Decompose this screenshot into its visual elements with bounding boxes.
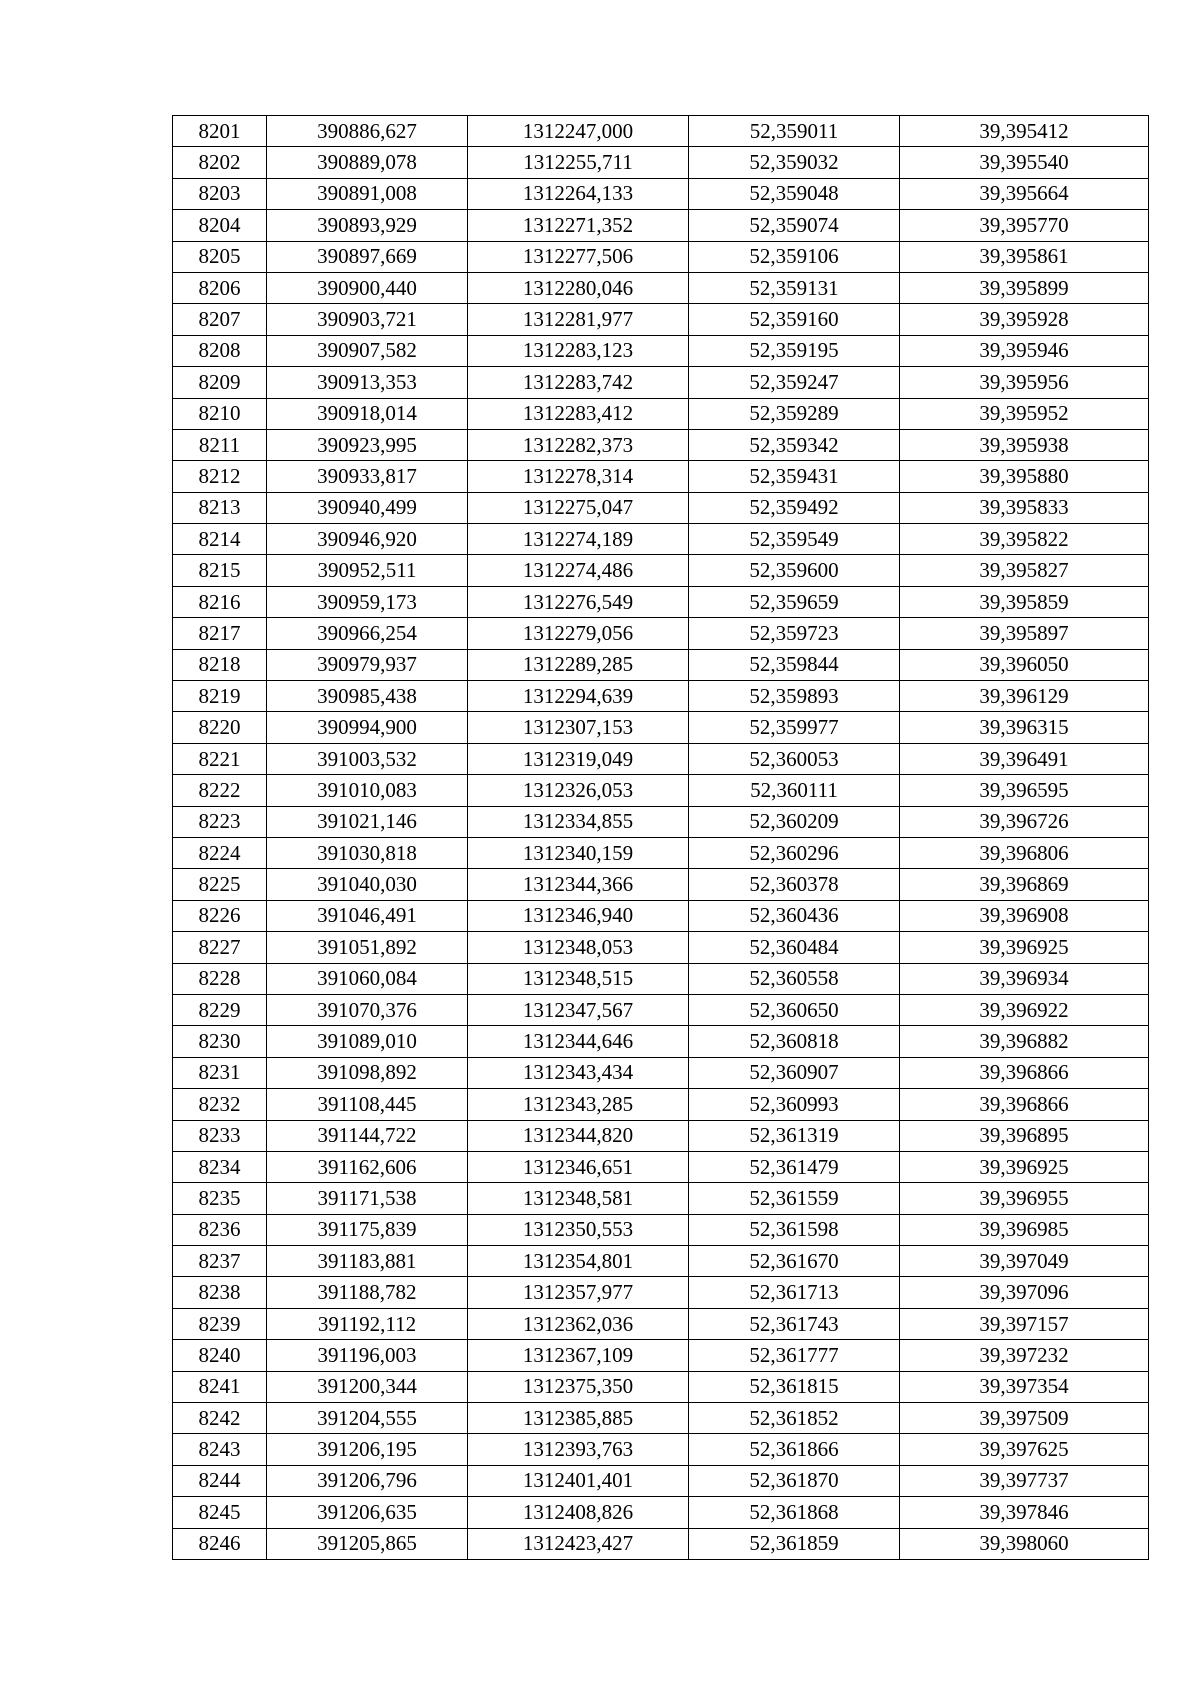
y-coordinate-cell: 1312283,742 (468, 367, 689, 398)
table-row (173, 1340, 1149, 1371)
table-row (173, 1434, 1149, 1465)
point-number-cell: 8212 (173, 461, 267, 492)
table-row (173, 869, 1149, 900)
longitude-cell: 39,395956 (900, 367, 1149, 398)
point-number-cell: 8223 (173, 806, 267, 837)
point-number-cell: 8241 (173, 1371, 267, 1402)
table-row (173, 1308, 1149, 1339)
longitude-cell: 39,395412 (900, 116, 1149, 147)
point-number-cell: 8213 (173, 492, 267, 523)
point-number-cell: 8242 (173, 1403, 267, 1434)
y-coordinate-cell: 1312346,940 (468, 900, 689, 931)
table-row (173, 1403, 1149, 1434)
latitude-cell: 52,360378 (689, 869, 900, 900)
x-coordinate-cell: 391040,030 (267, 869, 468, 900)
latitude-cell: 52,359160 (689, 304, 900, 335)
x-coordinate-cell: 390889,078 (267, 147, 468, 178)
latitude-cell: 52,359106 (689, 241, 900, 272)
latitude-cell: 52,361598 (689, 1214, 900, 1245)
x-coordinate-cell: 390959,173 (267, 586, 468, 617)
y-coordinate-cell: 1312274,486 (468, 555, 689, 586)
point-number-cell: 8202 (173, 147, 267, 178)
x-coordinate-cell: 390946,920 (267, 524, 468, 555)
y-coordinate-cell: 1312344,820 (468, 1120, 689, 1151)
y-coordinate-cell: 1312271,352 (468, 210, 689, 241)
longitude-cell: 39,396934 (900, 963, 1149, 994)
y-coordinate-cell: 1312275,047 (468, 492, 689, 523)
y-coordinate-cell: 1312348,053 (468, 932, 689, 963)
x-coordinate-cell: 390933,817 (267, 461, 468, 492)
x-coordinate-cell: 390907,582 (267, 335, 468, 366)
point-number-cell: 8204 (173, 210, 267, 241)
table-row (173, 116, 1149, 147)
x-coordinate-cell: 391206,796 (267, 1465, 468, 1496)
y-coordinate-cell: 1312348,581 (468, 1183, 689, 1214)
y-coordinate-cell: 1312247,000 (468, 116, 689, 147)
longitude-cell: 39,396315 (900, 712, 1149, 743)
x-coordinate-cell: 391046,491 (267, 900, 468, 931)
point-number-cell: 8218 (173, 649, 267, 680)
x-coordinate-cell: 390891,008 (267, 178, 468, 209)
table-row (173, 712, 1149, 743)
table-row (173, 618, 1149, 649)
y-coordinate-cell: 1312343,434 (468, 1057, 689, 1088)
x-coordinate-cell: 391171,538 (267, 1183, 468, 1214)
latitude-cell: 52,361777 (689, 1340, 900, 1371)
longitude-cell: 39,397354 (900, 1371, 1149, 1402)
coordinates-table-body (173, 116, 1149, 1560)
x-coordinate-cell: 390913,353 (267, 367, 468, 398)
longitude-cell: 39,397049 (900, 1246, 1149, 1277)
table-row (173, 178, 1149, 209)
y-coordinate-cell: 1312348,515 (468, 963, 689, 994)
point-number-cell: 8235 (173, 1183, 267, 1214)
latitude-cell: 52,360484 (689, 932, 900, 963)
longitude-cell: 39,396050 (900, 649, 1149, 680)
point-number-cell: 8220 (173, 712, 267, 743)
x-coordinate-cell: 390940,499 (267, 492, 468, 523)
y-coordinate-cell: 1312393,763 (468, 1434, 689, 1465)
point-number-cell: 8238 (173, 1277, 267, 1308)
point-number-cell: 8227 (173, 932, 267, 963)
point-number-cell: 8201 (173, 116, 267, 147)
longitude-cell: 39,395897 (900, 618, 1149, 649)
latitude-cell: 52,361859 (689, 1528, 900, 1559)
x-coordinate-cell: 391206,195 (267, 1434, 468, 1465)
longitude-cell: 39,397232 (900, 1340, 1149, 1371)
point-number-cell: 8243 (173, 1434, 267, 1465)
latitude-cell: 52,360436 (689, 900, 900, 931)
x-coordinate-cell: 391003,532 (267, 743, 468, 774)
x-coordinate-cell: 390900,440 (267, 272, 468, 303)
point-number-cell: 8214 (173, 524, 267, 555)
longitude-cell: 39,396922 (900, 994, 1149, 1025)
y-coordinate-cell: 1312334,855 (468, 806, 689, 837)
latitude-cell: 52,361815 (689, 1371, 900, 1402)
longitude-cell: 39,395880 (900, 461, 1149, 492)
longitude-cell: 39,395952 (900, 398, 1149, 429)
x-coordinate-cell: 391162,606 (267, 1151, 468, 1182)
y-coordinate-cell: 1312294,639 (468, 681, 689, 712)
longitude-cell: 39,395540 (900, 147, 1149, 178)
point-number-cell: 8226 (173, 900, 267, 931)
x-coordinate-cell: 390923,995 (267, 429, 468, 460)
x-coordinate-cell: 391175,839 (267, 1214, 468, 1245)
table-row (173, 1214, 1149, 1245)
table-row (173, 963, 1149, 994)
point-number-cell: 8210 (173, 398, 267, 429)
x-coordinate-cell: 391098,892 (267, 1057, 468, 1088)
y-coordinate-cell: 1312423,427 (468, 1528, 689, 1559)
y-coordinate-cell: 1312354,801 (468, 1246, 689, 1277)
point-number-cell: 8246 (173, 1528, 267, 1559)
latitude-cell: 52,360993 (689, 1089, 900, 1120)
x-coordinate-cell: 391060,084 (267, 963, 468, 994)
y-coordinate-cell: 1312326,053 (468, 775, 689, 806)
table-row (173, 681, 1149, 712)
latitude-cell: 52,359289 (689, 398, 900, 429)
latitude-cell: 52,359977 (689, 712, 900, 743)
point-number-cell: 8230 (173, 1026, 267, 1057)
x-coordinate-cell: 390985,438 (267, 681, 468, 712)
x-coordinate-cell: 390886,627 (267, 116, 468, 147)
latitude-cell: 52,359893 (689, 681, 900, 712)
point-number-cell: 8244 (173, 1465, 267, 1496)
latitude-cell: 52,359011 (689, 116, 900, 147)
latitude-cell: 52,361743 (689, 1308, 900, 1339)
latitude-cell: 52,360907 (689, 1057, 900, 1088)
table-row (173, 524, 1149, 555)
latitude-cell: 52,359195 (689, 335, 900, 366)
table-row (173, 398, 1149, 429)
point-number-cell: 8217 (173, 618, 267, 649)
y-coordinate-cell: 1312278,314 (468, 461, 689, 492)
longitude-cell: 39,395899 (900, 272, 1149, 303)
table-row (173, 775, 1149, 806)
latitude-cell: 52,359431 (689, 461, 900, 492)
longitude-cell: 39,395859 (900, 586, 1149, 617)
y-coordinate-cell: 1312340,159 (468, 837, 689, 868)
latitude-cell: 52,361866 (689, 1434, 900, 1465)
table-row (173, 932, 1149, 963)
table-row (173, 1151, 1149, 1182)
y-coordinate-cell: 1312282,373 (468, 429, 689, 460)
longitude-cell: 39,396491 (900, 743, 1149, 774)
table-row (173, 900, 1149, 931)
longitude-cell: 39,396866 (900, 1057, 1149, 1088)
longitude-cell: 39,396726 (900, 806, 1149, 837)
x-coordinate-cell: 391051,892 (267, 932, 468, 963)
longitude-cell: 39,395861 (900, 241, 1149, 272)
table-row (173, 429, 1149, 460)
y-coordinate-cell: 1312279,056 (468, 618, 689, 649)
table-row (173, 147, 1149, 178)
latitude-cell: 52,360209 (689, 806, 900, 837)
x-coordinate-cell: 390893,929 (267, 210, 468, 241)
latitude-cell: 52,360818 (689, 1026, 900, 1057)
x-coordinate-cell: 390966,254 (267, 618, 468, 649)
x-coordinate-cell: 391089,010 (267, 1026, 468, 1057)
longitude-cell: 39,397157 (900, 1308, 1149, 1339)
latitude-cell: 52,359131 (689, 272, 900, 303)
y-coordinate-cell: 1312357,977 (468, 1277, 689, 1308)
y-coordinate-cell: 1312289,285 (468, 649, 689, 680)
y-coordinate-cell: 1312281,977 (468, 304, 689, 335)
table-row (173, 1371, 1149, 1402)
latitude-cell: 52,359074 (689, 210, 900, 241)
longitude-cell: 39,395928 (900, 304, 1149, 335)
point-number-cell: 8234 (173, 1151, 267, 1182)
longitude-cell: 39,397509 (900, 1403, 1149, 1434)
latitude-cell: 52,361852 (689, 1403, 900, 1434)
x-coordinate-cell: 391183,881 (267, 1246, 468, 1277)
x-coordinate-cell: 391188,782 (267, 1277, 468, 1308)
x-coordinate-cell: 391200,344 (267, 1371, 468, 1402)
x-coordinate-cell: 390979,937 (267, 649, 468, 680)
latitude-cell: 52,360558 (689, 963, 900, 994)
latitude-cell: 52,359659 (689, 586, 900, 617)
x-coordinate-cell: 391204,555 (267, 1403, 468, 1434)
x-coordinate-cell: 391144,722 (267, 1120, 468, 1151)
table-row (173, 1497, 1149, 1528)
table-row (173, 1183, 1149, 1214)
table-row (173, 304, 1149, 335)
longitude-cell: 39,396129 (900, 681, 1149, 712)
latitude-cell: 52,360650 (689, 994, 900, 1025)
x-coordinate-cell: 391010,083 (267, 775, 468, 806)
longitude-cell: 39,395827 (900, 555, 1149, 586)
longitude-cell: 39,395938 (900, 429, 1149, 460)
longitude-cell: 39,395946 (900, 335, 1149, 366)
table-row (173, 1277, 1149, 1308)
point-number-cell: 8205 (173, 241, 267, 272)
y-coordinate-cell: 1312283,123 (468, 335, 689, 366)
y-coordinate-cell: 1312280,046 (468, 272, 689, 303)
point-number-cell: 8211 (173, 429, 267, 460)
longitude-cell: 39,396895 (900, 1120, 1149, 1151)
y-coordinate-cell: 1312276,549 (468, 586, 689, 617)
table-row (173, 1057, 1149, 1088)
y-coordinate-cell: 1312274,189 (468, 524, 689, 555)
coordinates-table (172, 115, 1149, 1560)
point-number-cell: 8231 (173, 1057, 267, 1088)
x-coordinate-cell: 391021,146 (267, 806, 468, 837)
longitude-cell: 39,396869 (900, 869, 1149, 900)
longitude-cell: 39,396806 (900, 837, 1149, 868)
x-coordinate-cell: 391030,818 (267, 837, 468, 868)
latitude-cell: 52,361870 (689, 1465, 900, 1496)
longitude-cell: 39,396925 (900, 1151, 1149, 1182)
point-number-cell: 8209 (173, 367, 267, 398)
point-number-cell: 8233 (173, 1120, 267, 1151)
table-row (173, 1089, 1149, 1120)
table-row (173, 241, 1149, 272)
y-coordinate-cell: 1312343,285 (468, 1089, 689, 1120)
point-number-cell: 8203 (173, 178, 267, 209)
x-coordinate-cell: 391192,112 (267, 1308, 468, 1339)
x-coordinate-cell: 391108,445 (267, 1089, 468, 1120)
point-number-cell: 8215 (173, 555, 267, 586)
point-number-cell: 8221 (173, 743, 267, 774)
longitude-cell: 39,396866 (900, 1089, 1149, 1120)
latitude-cell: 52,359844 (689, 649, 900, 680)
y-coordinate-cell: 1312375,350 (468, 1371, 689, 1402)
longitude-cell: 39,398060 (900, 1528, 1149, 1559)
point-number-cell: 8216 (173, 586, 267, 617)
longitude-cell: 39,397846 (900, 1497, 1149, 1528)
latitude-cell: 52,359032 (689, 147, 900, 178)
longitude-cell: 39,395664 (900, 178, 1149, 209)
point-number-cell: 8219 (173, 681, 267, 712)
table-row (173, 335, 1149, 366)
latitude-cell: 52,361713 (689, 1277, 900, 1308)
table-row (173, 492, 1149, 523)
point-number-cell: 8224 (173, 837, 267, 868)
latitude-cell: 52,359247 (689, 367, 900, 398)
longitude-cell: 39,396595 (900, 775, 1149, 806)
longitude-cell: 39,395833 (900, 492, 1149, 523)
point-number-cell: 8206 (173, 272, 267, 303)
y-coordinate-cell: 1312346,651 (468, 1151, 689, 1182)
latitude-cell: 52,359492 (689, 492, 900, 523)
x-coordinate-cell: 390897,669 (267, 241, 468, 272)
point-number-cell: 8237 (173, 1246, 267, 1277)
point-number-cell: 8245 (173, 1497, 267, 1528)
y-coordinate-cell: 1312344,646 (468, 1026, 689, 1057)
table-row (173, 1120, 1149, 1151)
y-coordinate-cell: 1312367,109 (468, 1340, 689, 1371)
y-coordinate-cell: 1312255,711 (468, 147, 689, 178)
latitude-cell: 52,361670 (689, 1246, 900, 1277)
latitude-cell: 52,360053 (689, 743, 900, 774)
point-number-cell: 8229 (173, 994, 267, 1025)
longitude-cell: 39,395770 (900, 210, 1149, 241)
x-coordinate-cell: 390918,014 (267, 398, 468, 429)
table-row (173, 555, 1149, 586)
table-row (173, 743, 1149, 774)
point-number-cell: 8236 (173, 1214, 267, 1245)
table-row (173, 367, 1149, 398)
longitude-cell: 39,396955 (900, 1183, 1149, 1214)
x-coordinate-cell: 391070,376 (267, 994, 468, 1025)
y-coordinate-cell: 1312307,153 (468, 712, 689, 743)
point-number-cell: 8228 (173, 963, 267, 994)
y-coordinate-cell: 1312344,366 (468, 869, 689, 900)
latitude-cell: 52,359600 (689, 555, 900, 586)
y-coordinate-cell: 1312350,553 (468, 1214, 689, 1245)
longitude-cell: 39,397737 (900, 1465, 1149, 1496)
latitude-cell: 52,360111 (689, 775, 900, 806)
x-coordinate-cell: 390994,900 (267, 712, 468, 743)
latitude-cell: 52,361319 (689, 1120, 900, 1151)
longitude-cell: 39,396985 (900, 1214, 1149, 1245)
point-number-cell: 8232 (173, 1089, 267, 1120)
table-row (173, 272, 1149, 303)
table-row (173, 1465, 1149, 1496)
point-number-cell: 8225 (173, 869, 267, 900)
table-row (173, 586, 1149, 617)
longitude-cell: 39,397625 (900, 1434, 1149, 1465)
point-number-cell: 8240 (173, 1340, 267, 1371)
latitude-cell: 52,359723 (689, 618, 900, 649)
point-number-cell: 8208 (173, 335, 267, 366)
longitude-cell: 39,396908 (900, 900, 1149, 931)
y-coordinate-cell: 1312362,036 (468, 1308, 689, 1339)
table-row (173, 837, 1149, 868)
table-row (173, 210, 1149, 241)
point-number-cell: 8207 (173, 304, 267, 335)
longitude-cell: 39,397096 (900, 1277, 1149, 1308)
y-coordinate-cell: 1312401,401 (468, 1465, 689, 1496)
table-row (173, 994, 1149, 1025)
x-coordinate-cell: 391196,003 (267, 1340, 468, 1371)
longitude-cell: 39,396882 (900, 1026, 1149, 1057)
y-coordinate-cell: 1312319,049 (468, 743, 689, 774)
longitude-cell: 39,395822 (900, 524, 1149, 555)
table-row (173, 461, 1149, 492)
table-row (173, 1528, 1149, 1559)
latitude-cell: 52,359048 (689, 178, 900, 209)
y-coordinate-cell: 1312347,567 (468, 994, 689, 1025)
latitude-cell: 52,361559 (689, 1183, 900, 1214)
point-number-cell: 8222 (173, 775, 267, 806)
longitude-cell: 39,396925 (900, 932, 1149, 963)
y-coordinate-cell: 1312385,885 (468, 1403, 689, 1434)
y-coordinate-cell: 1312408,826 (468, 1497, 689, 1528)
x-coordinate-cell: 390952,511 (267, 555, 468, 586)
latitude-cell: 52,359342 (689, 429, 900, 460)
latitude-cell: 52,361868 (689, 1497, 900, 1528)
table-row (173, 806, 1149, 837)
latitude-cell: 52,360296 (689, 837, 900, 868)
y-coordinate-cell: 1312277,506 (468, 241, 689, 272)
x-coordinate-cell: 390903,721 (267, 304, 468, 335)
point-number-cell: 8239 (173, 1308, 267, 1339)
x-coordinate-cell: 391205,865 (267, 1528, 468, 1559)
table-row (173, 1246, 1149, 1277)
table-row (173, 649, 1149, 680)
table-row (173, 1026, 1149, 1057)
latitude-cell: 52,361479 (689, 1151, 900, 1182)
y-coordinate-cell: 1312283,412 (468, 398, 689, 429)
x-coordinate-cell: 391206,635 (267, 1497, 468, 1528)
latitude-cell: 52,359549 (689, 524, 900, 555)
y-coordinate-cell: 1312264,133 (468, 178, 689, 209)
